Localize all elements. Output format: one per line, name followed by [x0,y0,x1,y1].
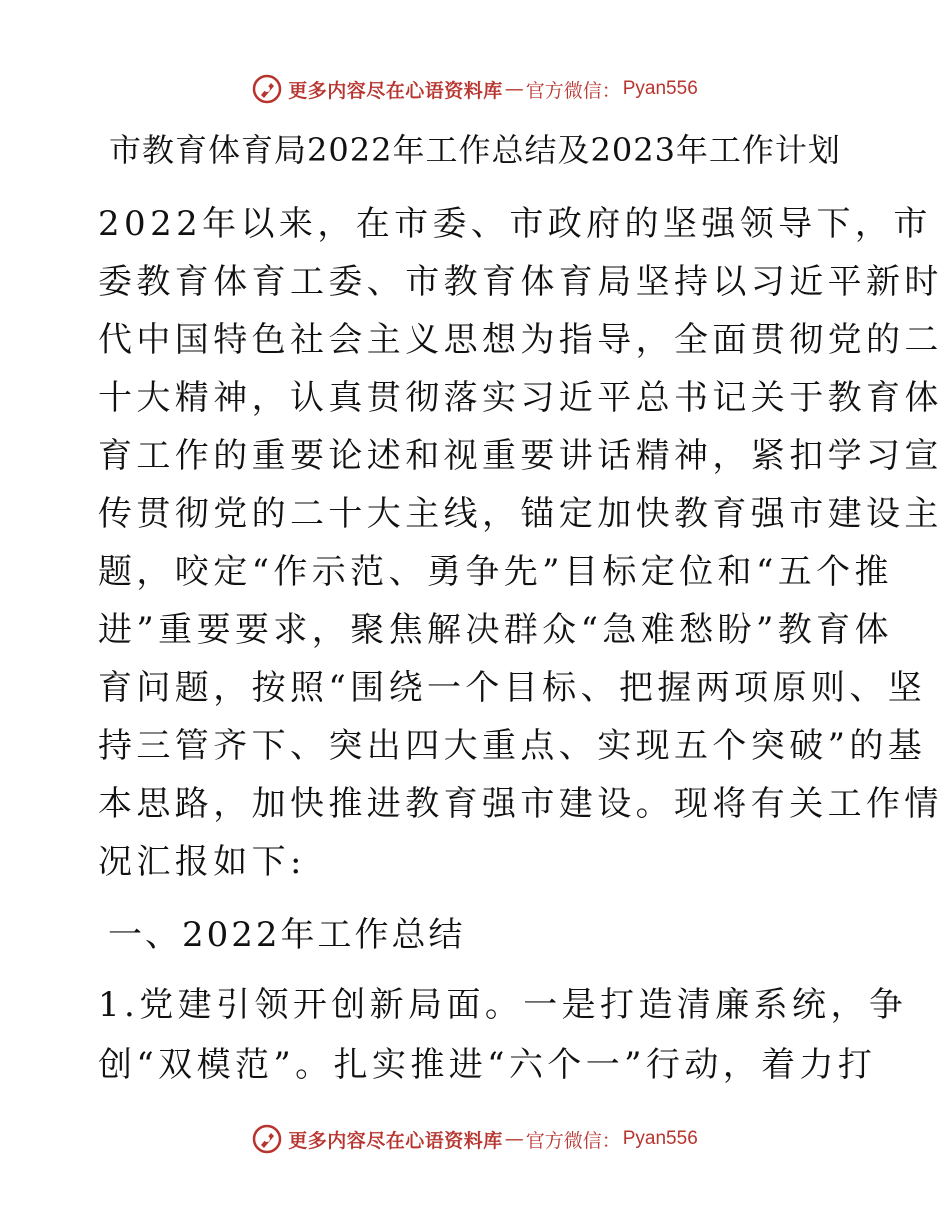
paragraph-line: 1.党建引领开创新局面。一是打造清廉系统，争 [98,985,908,1025]
watermark-label: 官方微信： [525,1129,621,1152]
pen-circle-logo-icon [252,74,282,104]
paragraph-line: 题，咬定“作示范、勇争先”目标定位和“五个推 [98,552,893,592]
paragraph-line: 2022年以来，在市委、市政府的坚强领导下，市 [98,204,932,244]
paragraph-line: 代中国特色社会主义思想为指导，全面贯彻党的二 [98,320,943,360]
paragraph-line: 育工作的重要论述和视重要讲话精神，紧扣学习宣 [98,436,943,476]
watermark-label: 官方微信： [525,79,621,102]
paragraph-line: 传贯彻党的二十大主线，锚定加快教育强市建设主 [98,494,943,534]
watermark-text: 更多内容尽在心语资料库 [288,1129,503,1152]
section1-paragraph [98,975,908,1095]
header-watermark [0,74,950,104]
paragraph-line: 本思路，加快推进教育强市建设。现将有关工作情 [98,784,943,824]
paragraph-line: 创“双模范”。扎实推进“六个一”行动，着力打 [98,1045,877,1085]
footer-watermark [0,1124,950,1154]
paragraph-line: 育问题，按照“围绕一个目标、把握两项原则、坚 [98,668,927,708]
paragraph-line: 进”重要要求，聚焦解决群众“急难愁盼”教育体 [98,610,893,650]
watermark-id: Pyan556 [622,1128,698,1149]
intro-paragraph [98,195,943,891]
document-title: 市教育体育局2022年工作总结及2023年工作计划 [109,131,841,169]
section-heading: 一、2022年工作总结 [108,915,466,955]
watermark-separator: — [504,78,524,100]
paragraph-line: 况汇报如下: [98,842,306,882]
pen-circle-logo-icon [252,1124,282,1154]
paragraph-line: 十大精神，认真贯彻落实习近平总书记关于教育体 [98,378,943,418]
paragraph-line: 持三管齐下、突出四大重点、实现五个突破”的基 [98,726,927,766]
watermark-text: 更多内容尽在心语资料库 [288,79,503,102]
watermark-id: Pyan556 [622,78,698,99]
watermark-separator: — [504,1128,524,1150]
paragraph-line: 委教育体育工委、市教育体育局坚持以习近平新时 [98,262,943,302]
